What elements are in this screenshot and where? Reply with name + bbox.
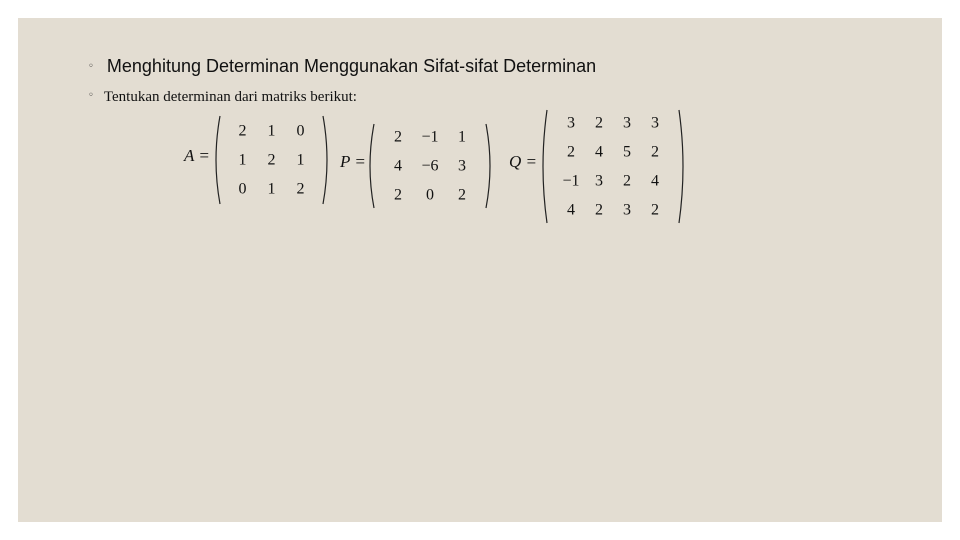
matrix-p-entry: 4 (394, 157, 402, 175)
matrix-p-entry: −1 (421, 128, 439, 146)
bullet-icon: ◦ (88, 61, 94, 72)
matrix-q-entry: 3 (595, 172, 603, 190)
matrix-q-entry: 2 (595, 114, 603, 132)
matrix-q-entry: 2 (567, 143, 575, 161)
matrix-a-entry: 2 (238, 122, 247, 140)
matrix-q-right-paren (679, 110, 683, 223)
matrix-a-entry: 0 (296, 122, 305, 140)
matrix-a-grid (212, 114, 331, 206)
matrix-q-entry: 2 (651, 143, 659, 161)
matrix-a-entry: 1 (296, 151, 305, 169)
matrix-a-entry: 1 (238, 151, 247, 169)
matrix-p-grid (366, 122, 494, 210)
matrix-q-entry: 3 (623, 114, 631, 132)
matrix-a-entry: 1 (267, 180, 276, 198)
matrix-a-entry: 0 (238, 180, 247, 198)
matrix-q-entry: 2 (623, 172, 631, 190)
slide-heading (88, 56, 596, 77)
matrix-p-label: P = (340, 152, 366, 171)
matrix-p-entry: 0 (426, 186, 434, 204)
matrix-q-entry: 3 (651, 114, 659, 132)
matrix-q-left-paren (543, 110, 547, 223)
matrix-q-entry: −1 (562, 172, 580, 190)
slide-background (18, 18, 942, 522)
matrix-a-label: A = (184, 146, 210, 165)
matrix-p-right-paren (486, 124, 490, 208)
matrix-q-entry: 3 (623, 201, 631, 219)
matrix-p-entry: 2 (458, 186, 466, 204)
matrix-q-entry: 4 (567, 201, 575, 219)
matrix-p-entry: 2 (394, 128, 402, 146)
matrix-a-entry: 2 (267, 151, 276, 169)
matrix-p-entry: 3 (458, 157, 466, 175)
matrix-q-entry: 4 (595, 143, 603, 161)
matrix-q-label: Q = (509, 152, 537, 171)
matrix-a-entry: 1 (267, 122, 276, 140)
matrix-p-entry: −6 (421, 157, 439, 175)
matrix-a-left-paren (216, 116, 220, 204)
matrix-q-entry: 2 (651, 201, 659, 219)
heading-text: Menghitung Determinan Menggunakan Sifat-sifat Determinan (106, 56, 597, 76)
matrix-q-grid (539, 108, 687, 225)
matrix-p-entry: 2 (394, 186, 402, 204)
matrix-p-entry: 1 (458, 128, 466, 146)
instruction-line (88, 89, 357, 106)
matrix-q-entry: 3 (567, 114, 575, 132)
matrix-a-entry: 2 (296, 180, 305, 198)
matrix-q-entry: 4 (651, 172, 659, 190)
matrix-q-entry: 2 (595, 201, 603, 219)
matrix-a-right-paren (323, 116, 327, 204)
matrix-p-left-paren (370, 124, 374, 208)
bullet-icon: ◦ (88, 90, 94, 101)
matrix-q-entry: 5 (623, 143, 631, 161)
instruction-text: Tentukan determinan dari matriks berikut: (103, 89, 357, 105)
